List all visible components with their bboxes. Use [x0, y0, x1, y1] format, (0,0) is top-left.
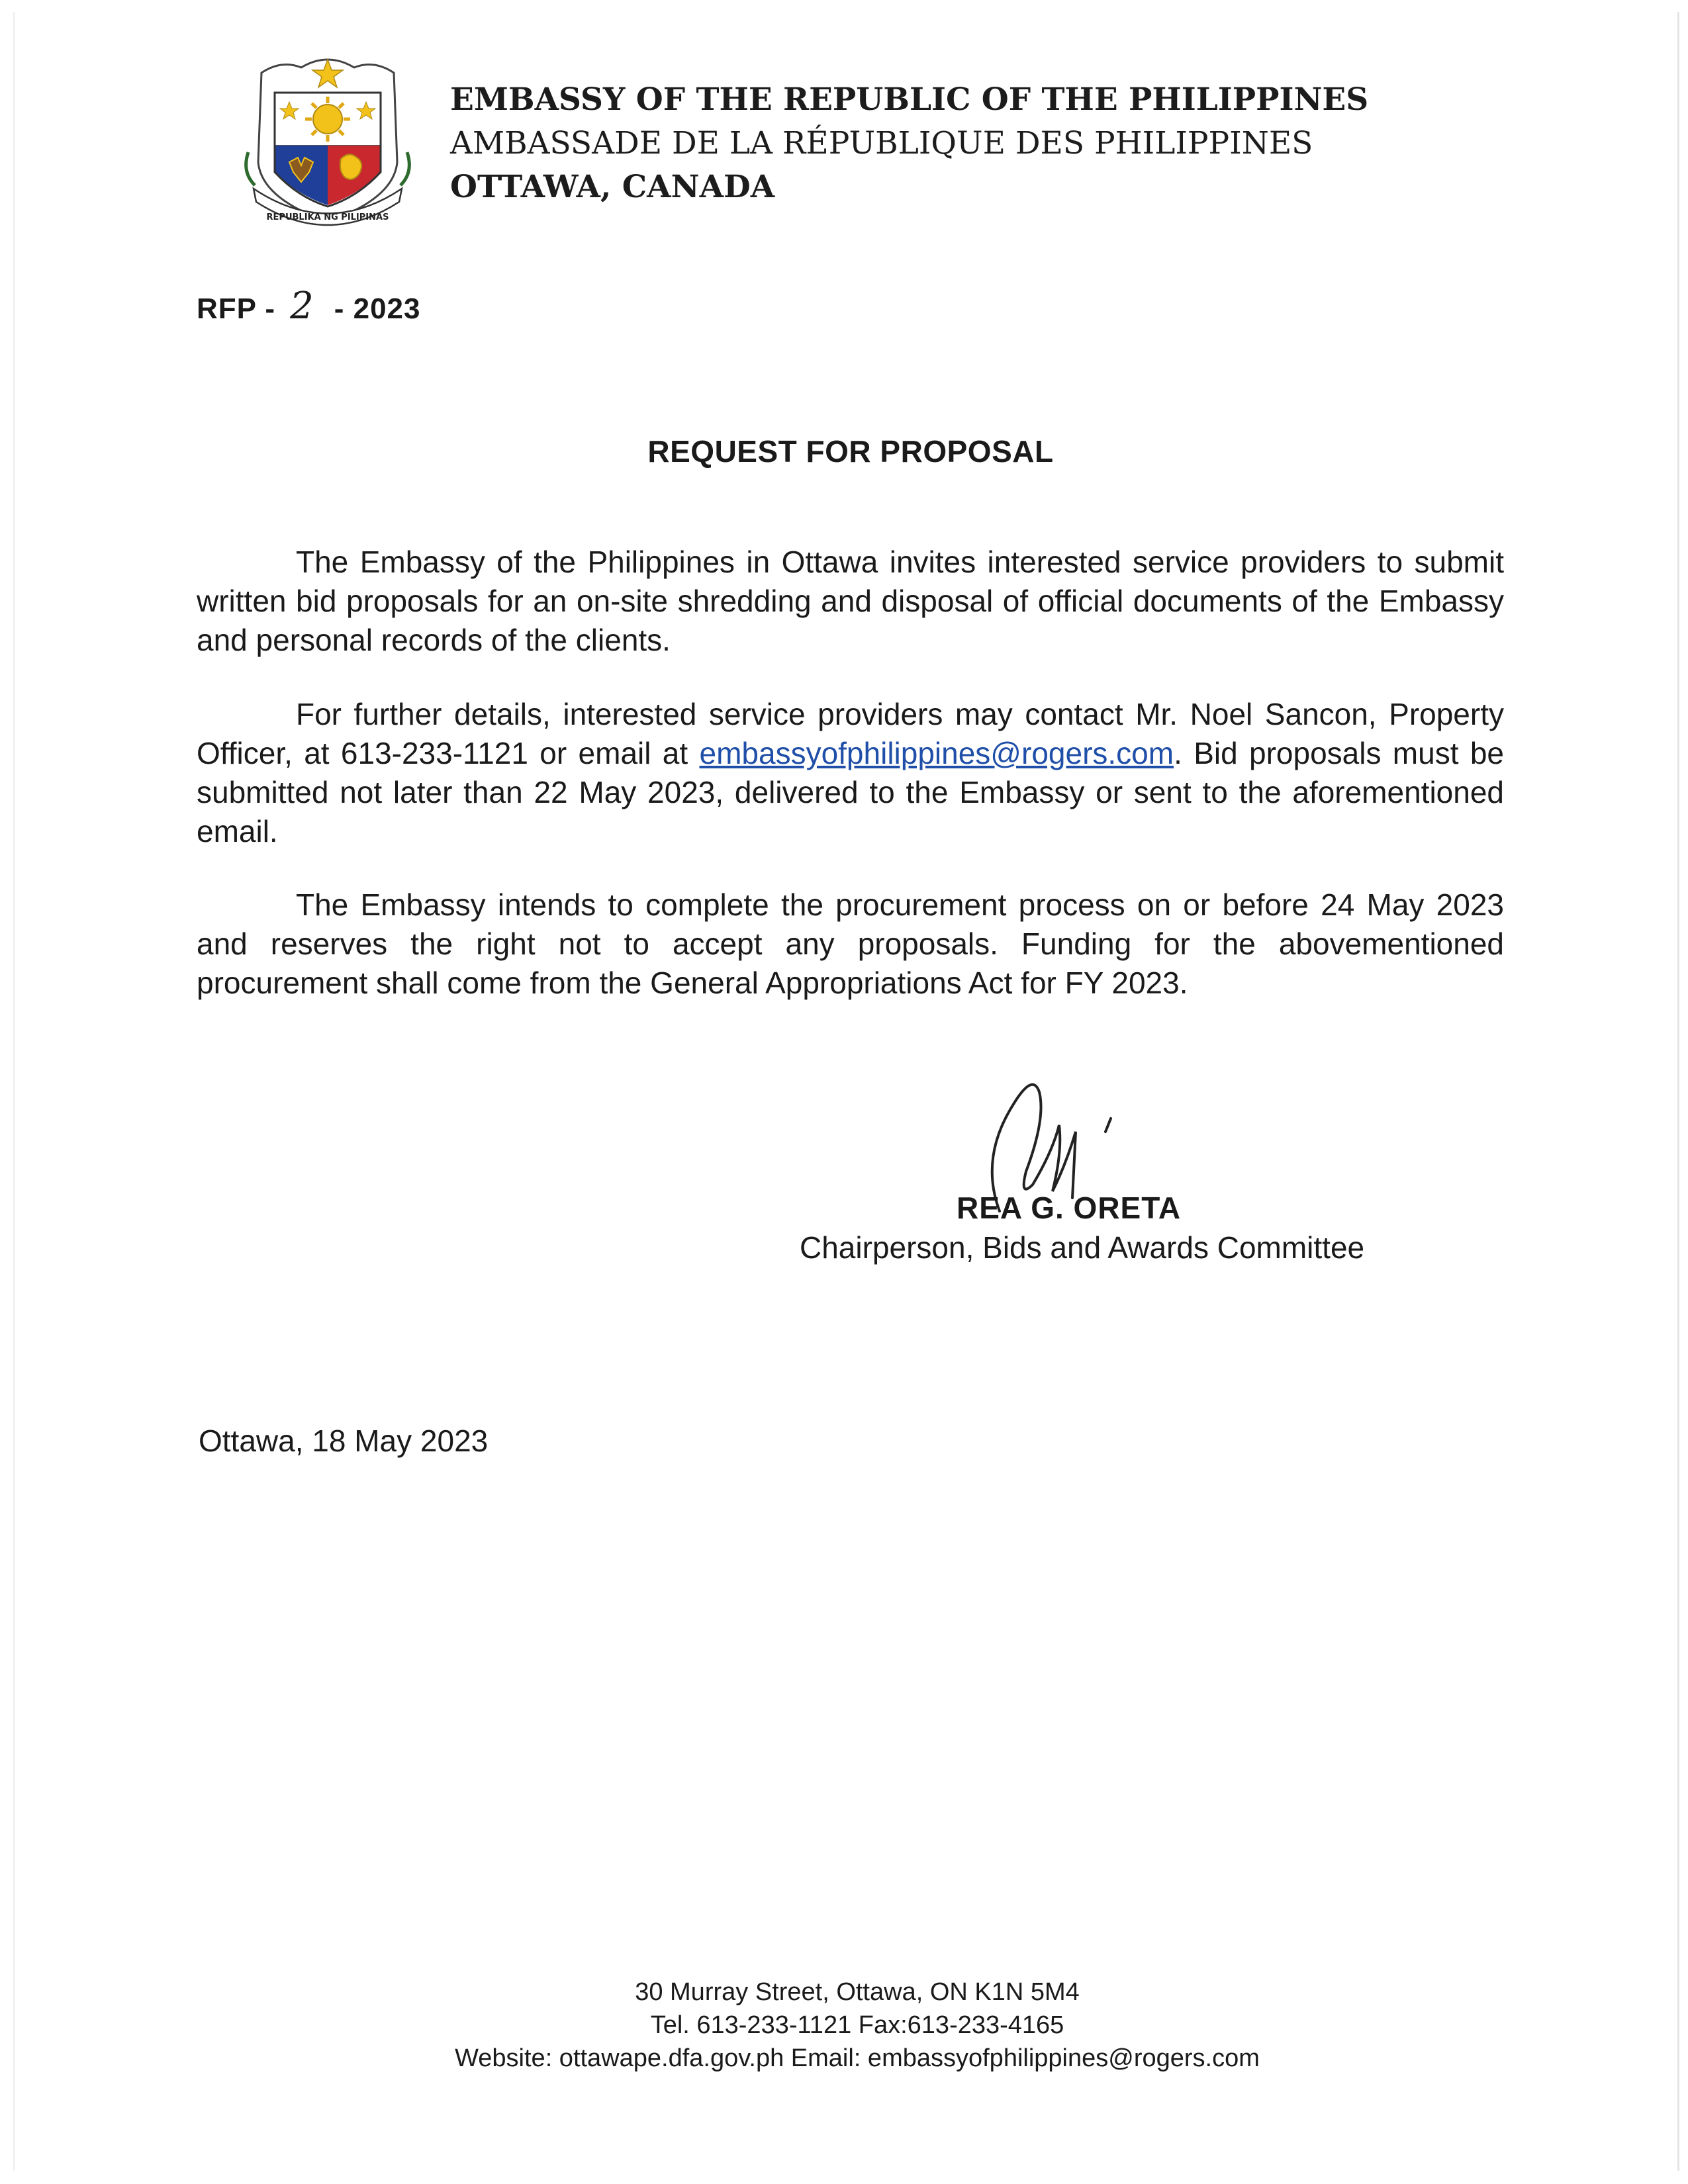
footer-web-email: Website: ottawape.dfa.gov.ph Email: embassyofphilippines@rogers.com — [455, 2044, 1260, 2072]
paragraph-2-after: . Bid proposals must be submitted not later than 22 May 2023, delivered to the Embassy or sent to the aforementioned email. — [197, 736, 1504, 848]
paragraph-procurement — [197, 886, 1504, 1003]
rfp-prefix: RFP - — [197, 293, 276, 325]
footer — [0, 1976, 1688, 2075]
seal-motto: REPUBLIKA NG PILIPINAS — [266, 212, 389, 222]
document-title: REQUEST FOR PROPOSAL — [647, 434, 1054, 469]
paragraph-2-text — [197, 695, 1504, 851]
paragraph-invitation — [197, 543, 1504, 660]
paragraph-2-before: For further details, interested service providers may contact Mr. Noel Sancon, Property Officer, at 613-233-1121 or email at — [197, 697, 1504, 770]
place-and-date: Ottawa, 18 May 2023 — [199, 1424, 489, 1458]
paragraph-3-text: The Embassy intends to complete the procurement process on or before 24 May 2023 and reserves the right not to accept any proposals. Funding for the abovementioned procurement shall come from the General Appropriations Act for FY 2023. — [197, 887, 1504, 1000]
email-link[interactable]: embassyofphilippines@rogers.com — [699, 736, 1174, 770]
embassy-name-english: EMBASSY OF THE REPUBLIC OF THE PHILIPPINES — [450, 81, 1369, 118]
rfp-number — [197, 285, 421, 328]
paragraph-1-text: The Embassy of the Philippines in Ottawa invites interested service providers to submit written bid proposals for an on-site shredding and disposal of official documents of the Embassy and personal records of the clients. — [197, 545, 1504, 657]
letterhead — [450, 78, 1368, 209]
signatory-title: Chairperson, Bids and Awards Committee — [800, 1230, 1365, 1265]
embassy-location: OTTAWA, CANADA — [450, 169, 775, 205]
lion-icon — [340, 154, 361, 179]
footer-address: 30 Murray Street, Ottawa, ON K1N 5M4 — [635, 1978, 1080, 2006]
scan-edge — [13, 12, 1679, 2171]
paragraph-contact — [197, 695, 1504, 851]
footer-phone: Tel. 613-233-1121 Fax:613-233-4165 — [650, 2011, 1064, 2039]
rfp-handwritten-number: 2 — [290, 285, 314, 328]
signatory-name: REA G. ORETA — [957, 1191, 1182, 1225]
rfp-suffix: - 2023 — [334, 293, 421, 325]
philippine-coat-of-arms-icon — [235, 46, 420, 245]
embassy-name-french: AMBASSADE DE LA RÉPUBLIQUE DES PHILIPPINES — [450, 125, 1313, 161]
